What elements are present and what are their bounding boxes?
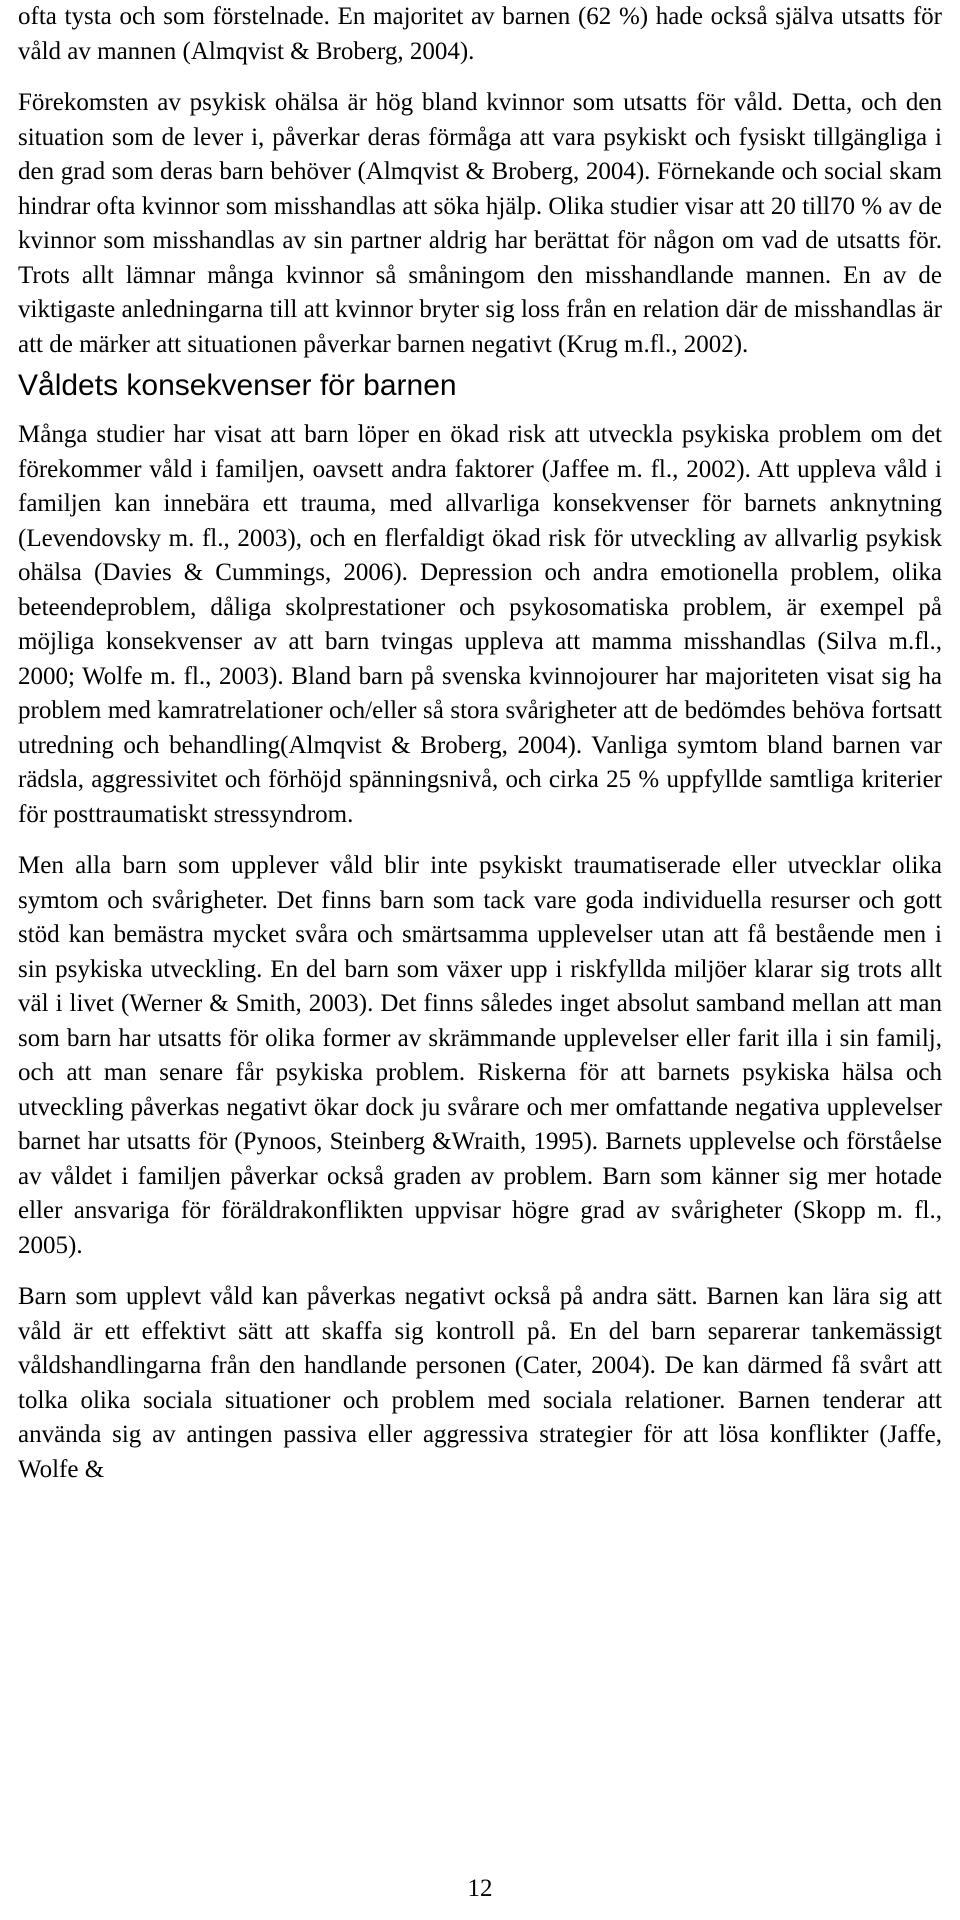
body-paragraph: Förekomsten av psykisk ohälsa är hög bland kvinnor som utsatts för våld. Detta, och den situation som de lever i, påverkar deras förmåga att vara psykiskt och fysiskt tillgängliga i den grad som deras barn behöver (Almqvist & Broberg, 2004). Förnekande och social skam hindrar ofta kvinnor som misshandlas att söka hjälp. Olika studier visar att 20 till70 % av de kvinnor som misshandlas av sin partner aldrig har berättat för någon om vad de utsatts för. Trots allt lämnar många kvinnor så småningom den misshandlande mannen. En av de viktigaste anledningarna till att kvinnor bryter sig loss från en relation där de misshandlas är att de märker att situationen påverkar barnen negativt (Krug m.fl., 2002). (18, 89, 942, 358)
body-paragraph: ofta tysta och som förstelnade. En majoritet av barnen (62 %) hade också själva utsatts för våld av mannen (Almqvist & Broberg, 2004). (18, 3, 942, 65)
section-heading: Våldets konsekvenser för barnen (18, 369, 457, 402)
body-paragraph: Barn som upplevt våld kan påverkas negativt också på andra sätt. Barnen kan lära sig att våld är ett effektivt sätt att skaffa sig kontroll på. En del barn separerar tankemässigt våldshandlingarna från den handlande personen (Cater, 2004). De kan därmed få svårt att tolka olika sociala situationer och problem med sociala relationer. Barnen tenderar att använda sig av antingen passiva eller aggressiva strategier för att lösa konflikter (Jaffe, Wolfe & (18, 1283, 942, 1483)
body-paragraph: Men alla barn som upplever våld blir inte psykiskt traumatiserade eller utvecklar olika symtom och svårigheter. Det finns barn som tack vare goda individuella resurser och gott stöd kan bemästra mycket svåra och smärtsamma upplevelser utan att få bestående men i sin psykiska utveckling. En del barn som växer upp i riskfyllda miljöer klarar sig trots allt väl i livet (Werner & Smith, 2003). Det finns således inget absolut samband mellan att man som barn har utsatts för olika former av skrämmande upplevelser eller farit illa i sin familj, och att man senare får psykiska problem. Riskerna för att barnets psykiska hälsa och utveckling påverkas negativt ökar dock ju svårare och mer omfattande negativa upplevelser barnet har utsatts för (Pynoos, Steinberg &Wraith, 1995). Barnets upplevelse och förståelse av våldet i familjen påverkar också graden av problem. Barn som känner sig mer hotade eller ansvariga för föräldrakonflikten uppvisar högre grad av svårigheter (Skopp m. fl., 2005). (18, 852, 942, 1259)
body-paragraph: Många studier har visat att barn löper en ökad risk att utveckla psykiska problem om det förekommer våld i familjen, oavsett andra faktorer (Jaffee m. fl., 2002). Att uppleva våld i familjen kan innebära ett trauma, med allvarliga konsekvenser för barnets anknytning (Levendovsky m. fl., 2003), och en flerfaldigt ökad risk för utveckling av allvarlig psykisk ohälsa (Davies & Cummings, 2006). Depression och andra emotionella problem, olika beteendeproblem, dåliga skolprestationer och psykosomatiska problem, är exempel på möjliga konsekvenser av att barn tvingas uppleva att mamma misshandlas (Silva m.fl., 2000; Wolfe m. fl., 2003). Bland barn på svenska kvinnojourer har majoriteten visat sig ha problem med kamratrelationer och/eller så stora svårigheter att de bedömdes behöva fortsatt utredning och behandling(Almqvist & Broberg, 2004). Vanliga symtom bland barnen var rädsla, aggressivitet och förhöjd spänningsnivå, och cirka 25 % uppfyllde samtliga kriterier för posttraumatiskt stressyndrom. (18, 421, 942, 828)
page-number: 12 (467, 1875, 493, 1902)
document-page (18, 0, 942, 1920)
